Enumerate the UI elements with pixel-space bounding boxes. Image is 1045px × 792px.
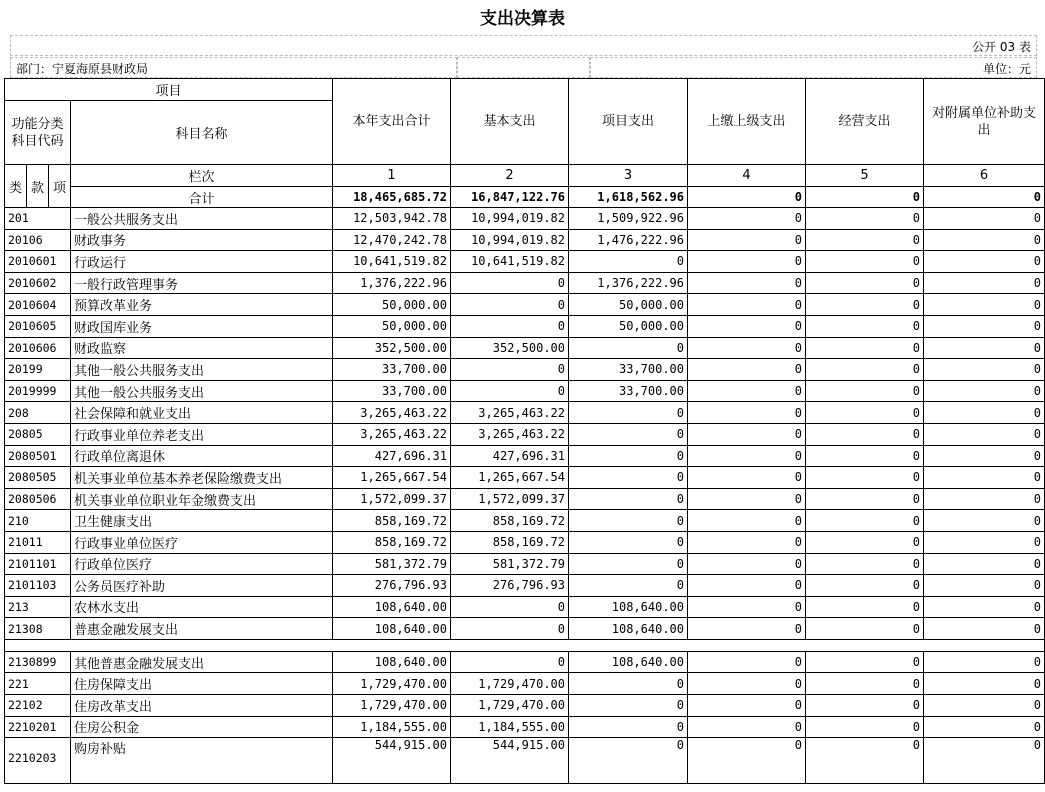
header-col-total: 本年支出合计: [333, 79, 451, 165]
value-cell: 0: [569, 673, 688, 695]
value-cell: 0: [924, 467, 1045, 489]
value-cell: 108,640.00: [333, 651, 451, 673]
value-cell: 352,500.00: [333, 337, 451, 359]
value-cell: 0: [806, 315, 924, 337]
value-cell: 0: [688, 423, 806, 445]
value-cell: 858,169.72: [451, 510, 569, 532]
value-cell: 0: [569, 488, 688, 510]
subject-name: 住房公积金: [71, 716, 333, 738]
value-cell: 0: [688, 596, 806, 618]
subject-name: 其他普惠金融发展支出: [71, 651, 333, 673]
col-number: 3: [569, 165, 688, 187]
report-title: 支出决算表: [480, 9, 565, 29]
table-row: [5, 716, 1045, 738]
value-cell: 0: [569, 553, 688, 575]
value-cell: 0: [569, 423, 688, 445]
function-code: 210: [5, 510, 71, 532]
value-cell: 544,915.00: [333, 738, 451, 784]
function-code: 208: [5, 402, 71, 424]
value-cell: 108,640.00: [569, 651, 688, 673]
value-cell: 0: [688, 618, 806, 640]
form-number: 公开 03 表: [972, 40, 1031, 54]
value-cell: 858,169.72: [451, 531, 569, 553]
total-cell: 0: [806, 187, 924, 208]
function-code: 2080505: [5, 467, 71, 489]
value-cell: 12,470,242.78: [333, 229, 451, 251]
value-cell: 10,641,519.82: [451, 251, 569, 273]
value-cell: 581,372.79: [451, 553, 569, 575]
header-project: 项目: [5, 79, 333, 101]
value-cell: 0: [924, 738, 1045, 784]
subject-name: 普惠金融发展支出: [71, 618, 333, 640]
value-cell: 0: [924, 402, 1045, 424]
value-cell: 0: [924, 251, 1045, 273]
table-row: [5, 467, 1045, 489]
header-col-index-label: 栏次: [71, 165, 333, 187]
value-cell: 0: [569, 445, 688, 467]
value-cell: 3,265,463.22: [333, 423, 451, 445]
value-cell: 0: [688, 445, 806, 467]
value-cell: 108,640.00: [569, 596, 688, 618]
value-cell: 544,915.00: [451, 738, 569, 784]
subject-name: 购房补贴: [71, 738, 333, 784]
value-cell: 0: [688, 337, 806, 359]
value-cell: 0: [806, 423, 924, 445]
value-cell: 0: [688, 716, 806, 738]
col-number: 4: [688, 165, 806, 187]
value-cell: 0: [451, 315, 569, 337]
value-cell: 427,696.31: [333, 445, 451, 467]
value-cell: 0: [806, 467, 924, 489]
table-row: [5, 229, 1045, 251]
subject-name: 公务员医疗补助: [71, 575, 333, 597]
function-code: 2010604: [5, 294, 71, 316]
value-cell: 0: [924, 208, 1045, 230]
subject-name: 一般公共服务支出: [71, 208, 333, 230]
function-code: 2080501: [5, 445, 71, 467]
subject-name: 其他一般公共服务支出: [71, 359, 333, 381]
value-cell: 1,476,222.96: [569, 229, 688, 251]
value-cell: 1,184,555.00: [451, 716, 569, 738]
value-cell: 1,376,222.96: [569, 272, 688, 294]
value-cell: 1,509,922.96: [569, 208, 688, 230]
value-cell: 0: [688, 553, 806, 575]
unit-box: [590, 57, 1037, 78]
col-number: 1: [333, 165, 451, 187]
subject-name: 行政事业单位医疗: [71, 531, 333, 553]
value-cell: 50,000.00: [333, 294, 451, 316]
value-cell: 0: [806, 716, 924, 738]
value-cell: 0: [569, 738, 688, 784]
function-code: 20106: [5, 229, 71, 251]
value-cell: 0: [569, 695, 688, 717]
table-row: [5, 695, 1045, 717]
col-number: 2: [451, 165, 569, 187]
value-cell: 33,700.00: [333, 380, 451, 402]
value-cell: 0: [924, 380, 1045, 402]
value-cell: 0: [688, 315, 806, 337]
function-code: 213: [5, 596, 71, 618]
value-cell: 10,994,019.82: [451, 208, 569, 230]
subject-name: 行政事业单位养老支出: [71, 423, 333, 445]
value-cell: 0: [924, 229, 1045, 251]
col-number: 5: [806, 165, 924, 187]
value-cell: 0: [806, 553, 924, 575]
value-cell: 0: [569, 716, 688, 738]
table-row: [5, 251, 1045, 273]
function-code: 2010602: [5, 272, 71, 294]
table-row: [5, 673, 1045, 695]
value-cell: 0: [688, 488, 806, 510]
page-break-cell: [5, 639, 1045, 651]
function-code: 2080506: [5, 488, 71, 510]
form-number-box: [10, 35, 1037, 56]
value-cell: 0: [688, 208, 806, 230]
value-cell: 0: [806, 359, 924, 381]
value-cell: 0: [688, 380, 806, 402]
value-cell: 0: [688, 467, 806, 489]
value-cell: 0: [924, 673, 1045, 695]
table-row: [5, 596, 1045, 618]
function-code: 20805: [5, 423, 71, 445]
header-subject-name: 科目名称: [71, 101, 333, 165]
table-row: [5, 575, 1045, 597]
col-number: 6: [924, 165, 1045, 187]
value-cell: 0: [688, 294, 806, 316]
header-kuan: 款: [27, 165, 49, 208]
value-cell: 0: [924, 618, 1045, 640]
value-cell: 0: [451, 272, 569, 294]
table-row: [5, 272, 1045, 294]
value-cell: 427,696.31: [451, 445, 569, 467]
table-row: [5, 531, 1045, 553]
value-cell: 0: [451, 359, 569, 381]
total-cell: 0: [924, 187, 1045, 208]
value-cell: 0: [806, 337, 924, 359]
value-cell: 10,994,019.82: [451, 229, 569, 251]
header-xiang: 项: [49, 165, 71, 208]
subject-name: 社会保障和就业支出: [71, 402, 333, 424]
value-cell: 0: [924, 359, 1045, 381]
value-cell: 0: [569, 575, 688, 597]
value-cell: 1,376,222.96: [333, 272, 451, 294]
value-cell: 0: [688, 738, 806, 784]
function-code: 2101103: [5, 575, 71, 597]
value-cell: 0: [688, 359, 806, 381]
header-lei: 类: [5, 165, 27, 208]
table-row: [5, 337, 1045, 359]
value-cell: 0: [924, 337, 1045, 359]
function-code: 2101101: [5, 553, 71, 575]
value-cell: 858,169.72: [333, 510, 451, 532]
value-cell: 0: [806, 402, 924, 424]
value-cell: 0: [569, 510, 688, 532]
value-cell: 1,729,470.00: [333, 695, 451, 717]
value-cell: 0: [688, 510, 806, 532]
value-cell: 0: [806, 510, 924, 532]
value-cell: 108,640.00: [333, 596, 451, 618]
subject-name: 预算改革业务: [71, 294, 333, 316]
value-cell: 0: [806, 272, 924, 294]
subject-name: 机关事业单位职业年金缴费支出: [71, 488, 333, 510]
subject-name: 住房改革支出: [71, 695, 333, 717]
value-cell: 0: [806, 575, 924, 597]
value-cell: 581,372.79: [333, 553, 451, 575]
value-cell: 0: [688, 229, 806, 251]
value-cell: 0: [688, 251, 806, 273]
value-cell: 1,184,555.00: [333, 716, 451, 738]
subject-name: 一般行政管理事务: [71, 272, 333, 294]
value-cell: 0: [688, 673, 806, 695]
value-cell: 0: [924, 423, 1045, 445]
value-cell: 0: [806, 618, 924, 640]
value-cell: 0: [806, 294, 924, 316]
function-code: 22102: [5, 695, 71, 717]
value-cell: 0: [806, 251, 924, 273]
value-cell: 0: [806, 208, 924, 230]
value-cell: 0: [924, 716, 1045, 738]
value-cell: 0: [451, 596, 569, 618]
total-label: 合计: [71, 187, 333, 208]
table-row: [5, 553, 1045, 575]
function-code: 2010601: [5, 251, 71, 273]
value-cell: 0: [806, 445, 924, 467]
value-cell: 0: [924, 651, 1045, 673]
subject-name: 农林水支出: [71, 596, 333, 618]
value-cell: 0: [688, 651, 806, 673]
table-row: [5, 445, 1045, 467]
value-cell: 0: [806, 695, 924, 717]
value-cell: 0: [924, 272, 1045, 294]
function-code: 221: [5, 673, 71, 695]
value-cell: 50,000.00: [333, 315, 451, 337]
value-cell: 1,729,470.00: [333, 673, 451, 695]
value-cell: 0: [924, 315, 1045, 337]
value-cell: 0: [451, 651, 569, 673]
table-row: [5, 651, 1045, 673]
header-func-code: 功能分类科目代码: [5, 101, 71, 165]
value-cell: 0: [688, 272, 806, 294]
function-code: 2010605: [5, 315, 71, 337]
table-row: [5, 208, 1045, 230]
value-cell: 0: [924, 553, 1045, 575]
value-cell: 0: [451, 294, 569, 316]
value-cell: 0: [806, 673, 924, 695]
value-cell: 0: [924, 294, 1045, 316]
value-cell: 276,796.93: [333, 575, 451, 597]
subject-name: 行政单位医疗: [71, 553, 333, 575]
subject-name: 财政监察: [71, 337, 333, 359]
value-cell: 0: [924, 531, 1045, 553]
value-cell: 3,265,463.22: [333, 402, 451, 424]
table-row: [5, 402, 1045, 424]
table-row: [5, 380, 1045, 402]
value-cell: 0: [569, 251, 688, 273]
value-cell: 0: [924, 445, 1045, 467]
header-col-operating: 经营支出: [806, 79, 924, 165]
table-row: [5, 618, 1045, 640]
value-cell: 0: [924, 596, 1045, 618]
value-cell: 0: [924, 695, 1045, 717]
value-cell: 0: [569, 467, 688, 489]
value-cell: 0: [688, 531, 806, 553]
table-row: [5, 423, 1045, 445]
table-row: [5, 510, 1045, 532]
value-cell: 1,265,667.54: [333, 467, 451, 489]
value-cell: 0: [806, 380, 924, 402]
function-code: 2130899: [5, 651, 71, 673]
header-col-project: 项目支出: [569, 79, 688, 165]
value-cell: 33,700.00: [569, 359, 688, 381]
value-cell: 0: [569, 337, 688, 359]
value-cell: 0: [924, 510, 1045, 532]
header-col-subsidy: 对附属单位补助支出: [924, 79, 1045, 165]
table-row: [5, 738, 1045, 784]
value-cell: 0: [688, 695, 806, 717]
value-cell: 0: [688, 402, 806, 424]
value-cell: 352,500.00: [451, 337, 569, 359]
value-cell: 1,572,099.37: [333, 488, 451, 510]
value-cell: 50,000.00: [569, 294, 688, 316]
value-cell: 1,729,470.00: [451, 695, 569, 717]
department-label: 部门：宁夏海原县财政局: [16, 62, 149, 76]
total-cell: 1,618,562.96: [569, 187, 688, 208]
value-cell: 3,265,463.22: [451, 402, 569, 424]
function-code: 2019999: [5, 380, 71, 402]
value-cell: 50,000.00: [569, 315, 688, 337]
value-cell: 0: [806, 229, 924, 251]
table-row: [5, 359, 1045, 381]
function-code: 201: [5, 208, 71, 230]
subject-name: 住房保障支出: [71, 673, 333, 695]
subject-name: 财政事务: [71, 229, 333, 251]
function-code: 21308: [5, 618, 71, 640]
value-cell: 108,640.00: [333, 618, 451, 640]
subject-name: 机关事业单位基本养老保险缴费支出: [71, 467, 333, 489]
total-cell: 0: [688, 187, 806, 208]
total-row: [5, 187, 1045, 208]
value-cell: 0: [806, 488, 924, 510]
value-cell: 0: [924, 488, 1045, 510]
unit-label: 单位：元: [982, 62, 1031, 76]
value-cell: 0: [806, 651, 924, 673]
value-cell: 1,729,470.00: [451, 673, 569, 695]
value-cell: 1,265,667.54: [451, 467, 569, 489]
table-row: [5, 315, 1045, 337]
total-cell: 18,465,685.72: [333, 187, 451, 208]
value-cell: 3,265,463.22: [451, 423, 569, 445]
value-cell: 276,796.93: [451, 575, 569, 597]
value-cell: 0: [688, 575, 806, 597]
value-cell: 10,641,519.82: [333, 251, 451, 273]
table-row: [5, 488, 1045, 510]
value-cell: 0: [806, 531, 924, 553]
value-cell: 0: [806, 738, 924, 784]
function-code: 2010606: [5, 337, 71, 359]
function-code: 21011: [5, 531, 71, 553]
table-row: [5, 294, 1045, 316]
value-cell: 12,503,942.78: [333, 208, 451, 230]
function-code: 2210201: [5, 716, 71, 738]
value-cell: 0: [569, 531, 688, 553]
function-code: 20199: [5, 359, 71, 381]
value-cell: 1,572,099.37: [451, 488, 569, 510]
value-cell: 0: [924, 575, 1045, 597]
subject-name: 卫生健康支出: [71, 510, 333, 532]
expenditure-table: [4, 78, 1045, 784]
function-code: 2210203: [5, 738, 71, 784]
header-col-basic: 基本支出: [451, 79, 569, 165]
value-cell: 0: [451, 618, 569, 640]
value-cell: 0: [569, 402, 688, 424]
value-cell: 33,700.00: [333, 359, 451, 381]
header-col-remit: 上缴上级支出: [688, 79, 806, 165]
subject-name: 财政国库业务: [71, 315, 333, 337]
value-cell: 33,700.00: [569, 380, 688, 402]
spacer-box: [457, 57, 590, 78]
value-cell: 858,169.72: [333, 531, 451, 553]
value-cell: 0: [451, 380, 569, 402]
value-cell: 108,640.00: [569, 618, 688, 640]
page-break-gap: [5, 639, 1045, 651]
subject-name: 行政运行: [71, 251, 333, 273]
value-cell: 0: [806, 596, 924, 618]
subject-name: 行政单位离退休: [71, 445, 333, 467]
total-cell: 16,847,122.76: [451, 187, 569, 208]
subject-name: 其他一般公共服务支出: [71, 380, 333, 402]
